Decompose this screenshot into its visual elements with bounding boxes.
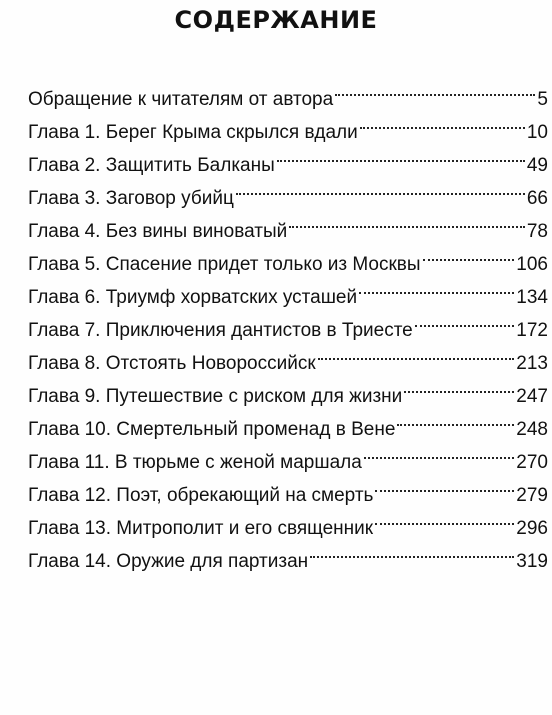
toc-entry-page: 49 [526,155,548,176]
toc-entry-title: Глава 5. Спасение придет только из Москвы [28,254,421,275]
toc-entry-page: 319 [516,551,548,572]
toc-entry-title: Глава 10. Смертельный променад в Вене [28,419,396,440]
toc-entry-title: Глава 7. Приключения дантистов в Триесте [28,320,413,341]
dot-leader [404,369,514,402]
toc-entry-title: Глава 11. В тюрьме с женой маршала [28,452,362,473]
dot-leader [364,435,514,468]
toc-entry-title: Глава 4. Без вины виноватый [28,221,288,242]
toc-entry-title: Глава 6. Триумф хорватских усташей [28,287,358,308]
dot-leader [310,534,514,567]
toc-entry-page: 5 [537,89,548,110]
toc-entry-title: Глава 14. Оружие для партизан [28,551,309,572]
toc-entry-page: 106 [516,254,548,275]
toc-entry-title: Глава 9. Путешествие с риском для жизни [28,386,403,407]
toc-entry-title: Глава 13. Митрополит и его священник [28,518,374,539]
toc-entry-page: 279 [516,485,548,506]
dot-leader [375,501,514,534]
dot-leader [289,204,525,237]
toc-entry-page: 66 [526,188,548,209]
toc-entry-title: Обращение к читателям от автора [28,89,334,110]
toc-entry-title: Глава 3. Заговор убийц [28,188,234,209]
toc-entry-page: 247 [516,386,548,407]
dot-leader [375,468,514,501]
dot-leader [415,303,515,336]
toc-entry-page: 172 [516,320,548,341]
toc-entry [28,72,548,110]
dot-leader [360,105,525,138]
toc-entry-page: 296 [516,518,548,539]
dot-leader [359,270,514,303]
toc-entry-title: Глава 1. Берег Крыма скрылся вдали [28,122,358,143]
toc-entry-title: Глава 8. Отстоять Новороссийск [28,353,316,374]
toc-entry-page: 213 [516,353,548,374]
toc-entry-page: 10 [526,122,548,143]
toc-entry-title: Глава 2. Защитить Балканы [28,155,275,176]
dot-leader [423,237,515,270]
dot-leader [236,171,525,204]
toc-entry-page: 248 [516,419,548,440]
dot-leader [318,336,515,369]
toc-entry-title: Глава 12. Поэт, обрекающий на смерть [28,485,374,506]
dot-leader [335,72,535,105]
toc-entry-page: 270 [516,452,548,473]
dot-leader [277,138,525,171]
toc-entry-page: 134 [516,287,548,308]
page-title: СОДЕРЖАНИЕ [174,6,378,34]
toc-entry-page: 78 [526,221,548,242]
dot-leader [397,402,514,435]
table-of-contents [28,72,548,572]
